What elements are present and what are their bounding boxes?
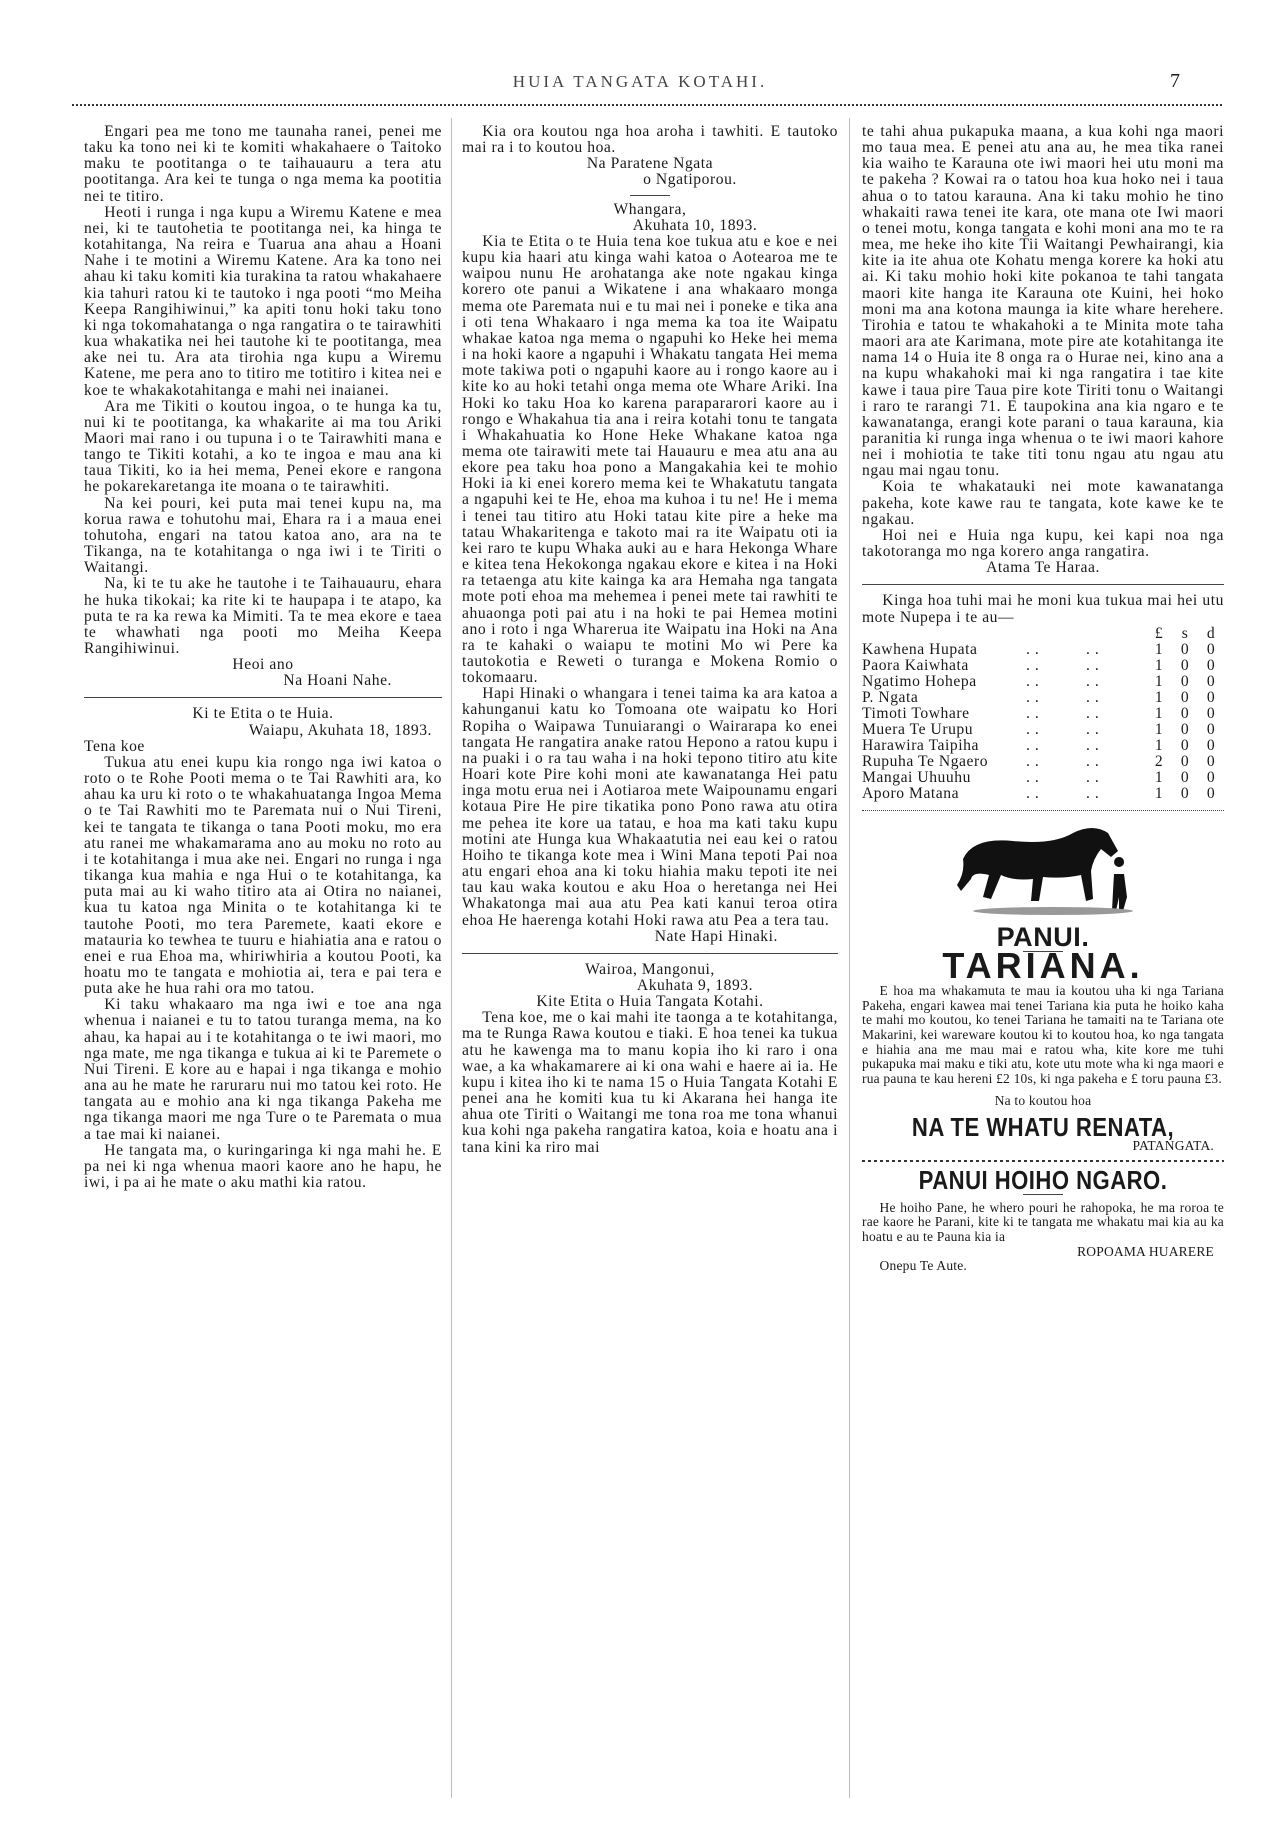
divider [462, 953, 838, 954]
subscriber-name: Muera Te Urupu [862, 720, 974, 738]
leader-dots: . . [1086, 784, 1100, 802]
shillings: 0 [1180, 640, 1190, 658]
pounds: 1 [1154, 736, 1164, 754]
leader-dots: . . [1086, 672, 1100, 690]
table-row [862, 786, 1224, 802]
dateline-date: Akuhata 10, 1893. [632, 216, 758, 234]
ad-name: ROPOAMA HUARERE [1077, 1243, 1214, 1259]
pence: 0 [1206, 736, 1216, 754]
column-2 [462, 124, 838, 1156]
divider [630, 195, 670, 196]
paragraph: Na, ki te tu ake he tautohe i te Taihauauru, ehara he huka tikokai; ka rite ki te haupapa i te atapo, ka puta te ra ka rewa ka Mimiti. Ta te mea ekore e taea te whawhati nga pooti mo Meiha Keepa Rangihiwinui. [84, 575, 442, 657]
shillings: 0 [1180, 704, 1190, 722]
column-divider [451, 118, 452, 1798]
subscriptions-table [862, 626, 1224, 802]
signature: Na Hoani Nahe. [283, 672, 392, 690]
subscriber-name: Timoti Towhare [862, 704, 970, 722]
paragraph: te tahi ahua pukapuka maana, a kua kohi nga maori mo taua mea. E penei atu ana au, he mea tika ranei kia waiho te Karauna ote iwi maori hei utu moni ma te pakeha ? Kowai ra o tatou hoa kua hoko nei i taua ahua o to tatou karauna. Ana ki taku mohio he tino whakaiti rawa tenei ite kara, ote mana ote Iwi maori o tenei motu, konga tangata e kohi moni ana mo te ra mea, me heke iho kite Tii Waitangi Pewhairangi, kia kite ia ite ahua ote Kohatu menga korere ka hoki atu ai. Ki taku mohio hoki kite pokanoa te tahi tangata maori kite hanga ite Karauna ote Kuini, hei hoko moni ma ana kotona maunga ia kite whare herehere. Tirohia e tatou te whakahoki a te Minita mote taha maori ara ate Karimana, mote pire ate kotahitanga ite nama 14 o Huia ite 8 onga ra o Hurae nei, kino ana a na kupu whakahoki mai ki nga rangatira i tae kite kawe i taua pire Taua pire kote Tiriti tonu o Waitangi i raro te rarangi 71. E taupokina ana kia ngaro e te kawanatanga, erangi kote parani o taua karauna, kia paranitia ki runga inga whenua o te iwi maori kahore nei i mohiotia te take titi tonu ngau atu ngau atu ngau mai ngau tonu. [862, 123, 1224, 480]
paragraph: He tangata ma, o kuringaringa ki nga mahi he. E pa nei ki nga whenua maori kaore ano he hapu, he iwi, i pa ai he mate o aku mathi kia ratou. [84, 1141, 442, 1191]
pence: 0 [1206, 720, 1216, 738]
column-1 [84, 124, 442, 1191]
ad-title: PANUI HOIHO NGARO. [918, 1164, 1168, 1195]
leader-dots: . . [1086, 656, 1100, 674]
leader-dots: . . [1086, 752, 1100, 770]
leader-dots: . . [1026, 688, 1040, 706]
ad-closing: Na to koutou hoa [994, 1093, 1092, 1109]
table-row [862, 642, 1224, 658]
pence: 0 [1206, 784, 1216, 802]
subscriber-name: P. Ngata [862, 688, 919, 706]
ad-title: PANUI. [996, 921, 1090, 952]
pounds: 1 [1154, 704, 1164, 722]
leader-dots: . . [1026, 784, 1040, 802]
paragraph: Ki taku whakaaro ma nga iwi e toe ana nga whenua i naianei e tu to tatou turanga mema, na ko ahau, ka hapai au i te kotahitanga o te iwi maori, mo nga mate, me nga tikanga e tukua ai ki te Paremete o Nui Tireni. E kore au e hapai i nga tikanga e mohio ana au he mate he raruraru nui mo tatou kei roto. He tangata au e mohio ana ki nga tikanga Pakeha me nga tikanga maori me nga Ture o te Paremata o mua a tae mai ki naianei. [84, 996, 442, 1143]
paragraph: Na kei pouri, kei puta mai tenei kupu na, ma korua rawa e tohutohu mai, Ehara ra i a maua enei tohutoha, engari na tatou katoa ano, ara na te Tikanga, na te kotahitanga o nga iwi i te Tiriti o Waitangi. [84, 494, 442, 577]
paragraph: Koia te whakatauki nei mote kawanatanga pakeha, kote kawe rau te tangata, kote kawe ke te ngakau. [862, 478, 1224, 528]
table-header-row: £ s d [1154, 624, 1216, 642]
subscriber-name: Harawira Taipiha [862, 736, 979, 754]
pence: 0 [1206, 752, 1216, 770]
leader-dots: . . [1026, 768, 1040, 786]
paragraph: Hapi Hinaki o whangara i tenei taima ka ara katoa a kahunganui katu ko Tomoana ote waipatu ko Hori Ropiha o Waipawa Tunuiarangi o Wairarapa ko enei tangata He rangatira anake ratou Hepono a ratou kupu i na puaki i o ra tau waha i na hoki tepono titiro atu kite Hoari kote Pire kohi moni ate kawanatanga Hei patu inga motu erua nei i Aotiaroa mete Waipounamu engari kotaua Pire He pire tikatika pono Pono rawa atu otira me pehea ite kore ua tatau, e hoa ma kati taku kupu motini ate Hunga kua Whakaatutia nei eau kei o ratou Hoiho te tikanga kote mea i Wini Mana tepoti Pai noa atu engari ehoa ana ki toku hiahia maku tepoti ite nei tau kau waka koutou e aku Hoa o heretanga nei Hei Whakatonga mai aua atu Pea kati kanui teroa otira ehoa He haerenga kotahi Hoki rawa atu Pea a tera tau. [462, 685, 838, 929]
shillings: 0 [1180, 768, 1190, 786]
paragraph: Hoi nei e Huia nga kupu, kei kapi noa nga takotoranga mo nga korero anga rangatira. [862, 526, 1224, 561]
pounds: 1 [1154, 720, 1164, 738]
leader-dots: . . [1026, 640, 1040, 658]
ad-role: PATANGATA. [1132, 1138, 1214, 1154]
pounds: 1 [1154, 640, 1164, 658]
subscriber-name: Mangai Uhuuhu [862, 768, 971, 786]
closing: Heoi ano [232, 656, 294, 674]
pence: 0 [1206, 672, 1216, 690]
shillings: 0 [1180, 672, 1190, 690]
letter-heading: Ki te Etita o te Huia. [192, 705, 334, 723]
leader-dots: . . [1026, 752, 1040, 770]
pence: 0 [1206, 688, 1216, 706]
horse-illustration [862, 819, 1224, 923]
shillings: 0 [1180, 784, 1190, 802]
dateline-date: Akuhata 9, 1893. [636, 976, 754, 994]
pounds: 1 [1154, 672, 1164, 690]
table-row [862, 674, 1224, 690]
running-header: HUIA TANGATA KOTAHI. [512, 72, 768, 91]
subscriber-name: Aporo Matana [862, 784, 960, 802]
shillings: 0 [1180, 656, 1190, 674]
table-row [862, 722, 1224, 738]
table-row [862, 770, 1224, 786]
leader-dots: . . [1026, 656, 1040, 674]
pounds: 1 [1154, 656, 1164, 674]
paragraph: Tukua atu enei kupu kia rongo nga iwi katoa o roto o te Rohe Pooti mema o te Tai Rawhiti ara, ko ahau ka uru ki roto o te whakahuatanga Ingoa Mema o te Tai Rawhiti mo te Paremata nui o Nui Tireni, kei te tangata te tikanga o tana Pooti moku, mo era atu ranei me whakamarama ano au moku no roto au i te kotahitanga i mua ake nei. Engari no runga i nga tikanga kua mahia e nga Hui o te kotahitanga, ka puta mai au ki waho titiro ata ai Otira no naianei, kua tu katoa nga Minita o te kotahitanga ki te tautohe Pooti, mo tera Paremete, kaati ekore e matauria ko tewhea te tuuru e hiahiatia ana e ratou o enei e rua Ehoa ma, whiriwhiria a koutou Pooti, ka hoatu mo te tangata e mohiotia ai, tera e pai tera e puta ake he hua rahi ora mo tatou. [84, 753, 442, 998]
letter-heading: Kite Etita o Huia Tangata Kotahi. [536, 993, 764, 1011]
divider [84, 697, 442, 698]
shillings: 0 [1180, 688, 1190, 706]
paragraph: Tena koe, me o kai mahi ite taonga a te kotahitanga, ma te Runga Rawa koutou e tiaki. E hoa tenei ka tukua atu he kawenga ma to manu kopia iho ki raro i ona wae, a ka whakamarere ai ki ona wahi e haere ai ia. He kupu i kitea iho ki te nama 15 o Huia Tangata Kotahi E penei ana he komiti kua tu ki Akarana hei hanga ite ahua ote Tiriti o Waitangi me tona roa me tona whanui kua kohi nga pakeha rangatira katoa, koia e hoatu ana i tana kini ka riro mai [462, 1009, 838, 1156]
signature-tribe: o Ngatiporou. [643, 171, 737, 189]
leader-dots: . . [1086, 736, 1100, 754]
table-row [862, 690, 1224, 706]
table-row [862, 658, 1224, 674]
subscriber-name: Rupuha Te Ngaero [862, 752, 989, 770]
pounds: 1 [1154, 784, 1164, 802]
leader-dots: . . [1026, 672, 1040, 690]
paragraph: Kia ora koutou nga hoa aroha i tawhiti. E tautoko mai ra i to koutou hoa. [462, 123, 838, 157]
table-row [862, 706, 1224, 722]
shillings: 0 [1180, 720, 1190, 738]
pounds: 1 [1154, 688, 1164, 706]
ad-subtitle: TARIANA. [942, 945, 1144, 986]
dateline: Whangara, [613, 200, 687, 218]
signature: Nate Hapi Hinaki. [654, 927, 778, 945]
leader-dots: . . [1026, 720, 1040, 738]
pounds: 1 [1154, 768, 1164, 786]
leader-dots: . . [1086, 640, 1100, 658]
leader-dots: . . [1026, 704, 1040, 722]
pence: 0 [1206, 656, 1216, 674]
page-number: 7 [1170, 70, 1180, 92]
signature: Na Paratene Ngata [586, 155, 714, 173]
divider [862, 810, 1224, 811]
ad-body: E hoa ma whakamuta te mau ia koutou uha ki nga Tariana Pakeha, engari kawea mai tenei Tariana kia puta he hoiko kaha te mahi mo koutou, ko tenei Tariana he tamaiti na te Tariana ote Makarini, kei wareware koutou ki to koutou hoa, ko nga tangata e hiahia ana me mau mai e ratou wha, kite kore me tuhi pukapuka mai maku e tiki atu, kote utu mote wha ki nga maori e rua pauna te kau hereni £2 10s, ki nga pakeha e £ toru pauna £3. [862, 983, 1224, 1086]
table-row [862, 738, 1224, 754]
header-rule [72, 104, 1222, 106]
leader-dots: . . [1086, 768, 1100, 786]
pence: 0 [1206, 704, 1216, 722]
paragraph: Kia te Etita o te Huia tena koe tukua atu e koe e nei kupu kia haari atu kinga wahi katoa o Aotearoa me te waipou nunu He arohatanga ake note ngakau kinga korero ote panui a Wikatene i ana whakaaro monga mema ote Paremata nui e tu mai nei i poneke e tika ana i oti tena Whakaaro i nga mema ka toa ite Waipatu whakae katoa nga mema o ngapuhi ko Heke hei mema i na hoki kaore a ngapuhi i Whakatu tangata Hei mema mote takiwa poti o ngapuhi kaore au i rongo kaore au i kite ko au hoki tetahi onga mema ote Whare Ariki. Ina Hoki ko taku Hoa ko karena parapararori kaore au i rongo e Whakahua tia ana i reira kotahi tonu te tangata i Whakahuatia ko Hone Heke Whakane katoa nga mema ote tairawiti mete tai Hauauru e mea atu ana au ekore pea taku hoa pono a Mangakahia kei te mohio Hoki ia ki enei korero mema kei te Whakatutu tangata a ngapuhi kei te He, ehoa ma kuhoa i tu ne! He i mema i tenei tau titiro atu Hoki tatau kite pire a heke ma tatau Whakaritenga e takoto mai ra ite Waipatu oti ia kei raro te kupu Whaka auki au e hara Hekonga Whare e kitea tena Hekokonga ngakau ekore e kitea i na Hoki ra tetaenga atu kite kainga ka ara Hemaha nga tangata mote poti ehoa ma mehemea i penei mete tai rawhiti te ahuaonga poti pai atu i na hoki te pai Hemea motini ano i roto i nga Wharerua ite Waipatu ina Hoki na Ana ra te kahaki o waiapu te motini Mo wi Pere ka tautokotia e Reweti o turanga e Mokena Romio o tokomaaru. [462, 232, 838, 687]
signature: Atama Te Haraa. [986, 559, 1100, 577]
dateline: Waiapu, Akuhata 18, 1893. [248, 721, 432, 739]
greeting: Tena koe [84, 737, 145, 755]
subscriber-name: Ngatimo Hohepa [862, 672, 977, 690]
column-divider [849, 118, 850, 1798]
wavy-divider [862, 1160, 1224, 1162]
pence: 0 [1206, 640, 1216, 658]
table-row [862, 754, 1224, 770]
paragraph: Ara me Tikiti o koutou ingoa, o te hunga ka tu, nui ki te pootitanga, ka whakarite ai ma tou Ariki Maori mai rano i ou tupuna i o te Tairawhiti mana e tango te Tikiti kotahi, a ko te ingoa e mau ana ki taua Tikiti, ko ia hei mema, Penei ekore e rangona he pokarekaretanga ite moana o te tairawhiti. [84, 397, 442, 496]
pounds: 2 [1154, 752, 1164, 770]
leader-dots: . . [1026, 736, 1040, 754]
pence: 0 [1206, 768, 1216, 786]
divider [862, 584, 1224, 585]
ad-name: NA TE WHATU RENATA, [911, 1111, 1175, 1142]
ad-place: Onepu Te Aute. [879, 1258, 968, 1274]
leader-dots: . . [1086, 704, 1100, 722]
ad-body: He hoiho Pane, he whero pouri he rahopoka, he ma roroa te rae kaore he Parani, kite ki te tangata me whakatu mai kia au ka hoatu e au te Pauna kia ia [862, 1199, 1224, 1244]
shillings: 0 [1180, 736, 1190, 754]
horse-icon [943, 819, 1143, 919]
shillings: 0 [1180, 752, 1190, 770]
subscriptions-intro: Kinga hoa tuhi mai he moni kua tukua mai hei utu mote Nupepa i te au— [862, 592, 1224, 626]
leader-dots: . . [1086, 688, 1100, 706]
leader-dots: . . [1086, 720, 1100, 738]
subscriber-name: Paora Kaiwhata [862, 656, 969, 674]
column-3 [862, 124, 1224, 1274]
subscriber-name: Kawhena Hupata [862, 640, 978, 658]
dateline: Wairoa, Mangonui, [585, 960, 715, 978]
paragraph: Heoti i runga i nga kupu a Wiremu Katene e mea nei, ki te tautohetia te pootitanga nei, ka hinga te kotahitanga, Na reira e Tuarua ana ahau a Hoani Nahe i te motini a Wiremu Katene. Ara ka tono nei ahau ki taku komiti kia turakina ta ratou whakahaere kia tahuri ratou ki te tautoko i nga pooti “mo Meiha Keepa Rangihiwinui,” ka apiti tonu hoki taku tono ki nga tokomahatanga o nga rangatira o te tairawhiti kua whakatika nei hei tautohe ki te pootitanga, mea ake nei tu. Ara ata tirohia nga kupu a Wiremu Katene, me pera ano to titiro me totitiro i kitea nei e koe te whakakotahitanga e mahi nei inaianei. [84, 203, 442, 399]
paragraph: Engari pea me tono me taunaha ranei, penei me taku ka tono nei ki te komiti whakahaere o Taitoko maku te pootitanga o te taihauauru a tera atu pootitanga. Ara kei te tunga o nga mema ka pootitia nei te titiro. [84, 123, 442, 205]
